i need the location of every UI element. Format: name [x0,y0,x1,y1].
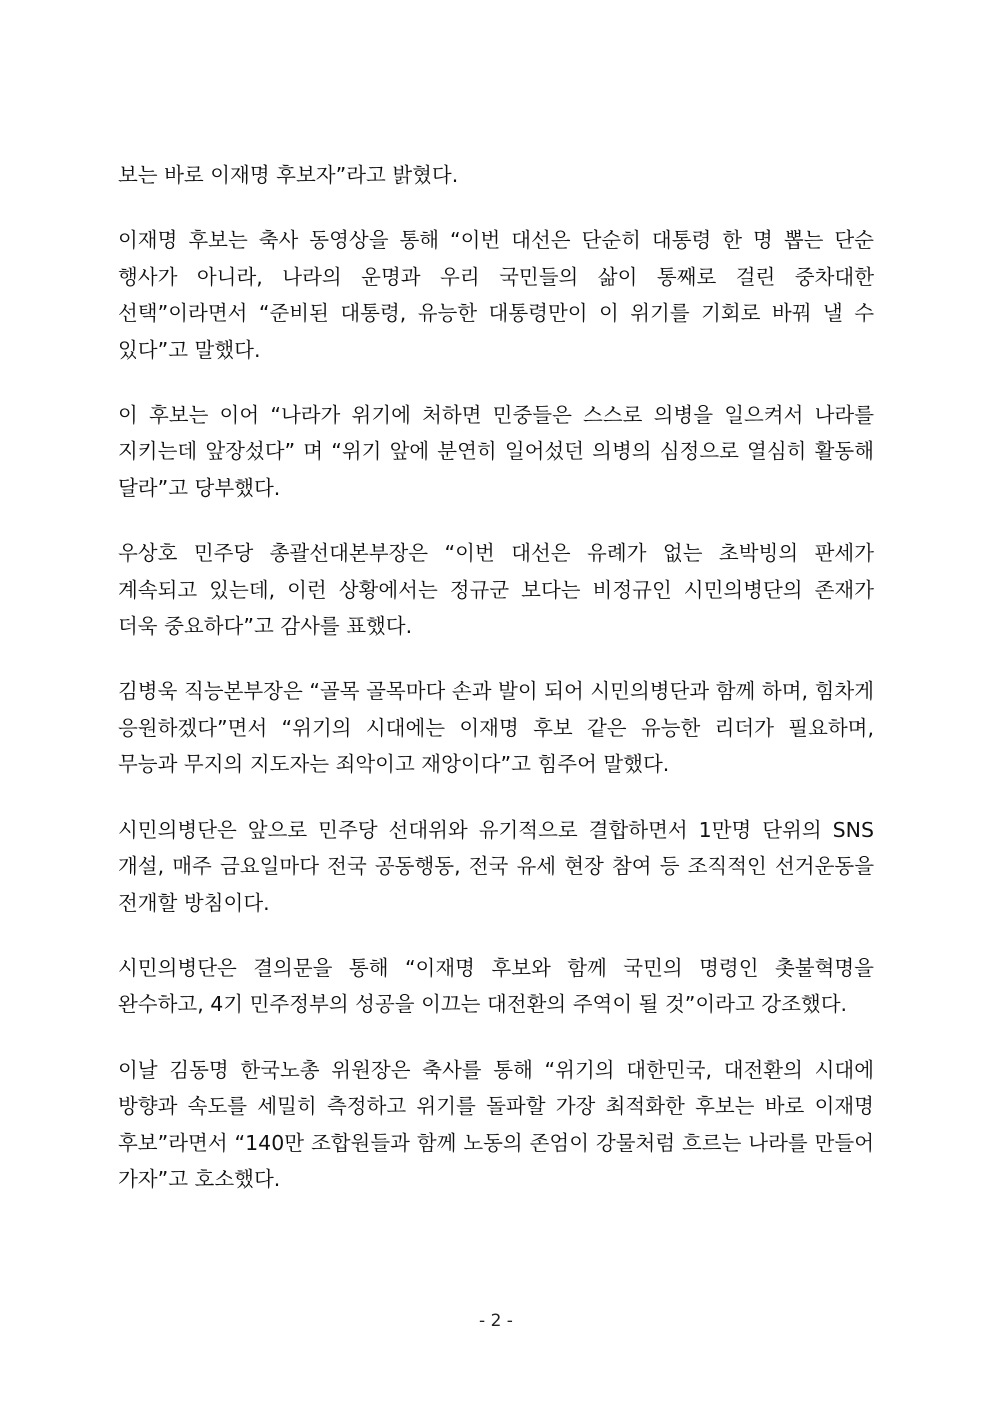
paragraph-4: 우상호 민주당 총괄선대본부장은 “이번 대선은 유례가 없는 초박빙의 판세가 계속되고 있는데, 이런 상황에서는 정규군 보다는 비정규인 시민의병단의 존재가 더욱 중요하다”고 감사를 표했다. [118,541,874,639]
paragraph-8: 이날 김동명 한국노총 위원장은 축사를 통해 “위기의 대한민국, 대전환의 시대에 방향과 속도를 세밀히 측정하고 위기를 돌파할 가장 최적화한 후보는 바로 이재명 후보”라면서 “140만 조합원들과 함께 노동의 존엄이 강물처럼 흐르는 나라를 만들어 가자”고 호소했다. [118,1057,874,1191]
paragraph-6: 시민의병단은 앞으로 민주당 선대위와 유기적으로 결합하면서 1만명 단위의 SNS 개설, 매주 금요일마다 전국 공동행동, 전국 유세 현장 참여 등 조직적인 선거운동을 전개할 방침이다. [118,817,874,915]
paragraph-7: 시민의병단은 결의문을 통해 “이재명 후보와 함께 국민의 명령인 촛불혁명을 완수하고, 4기 민주정부의 성공을 이끄는 대전환의 주역이 될 것”이라고 강조했다. [118,955,874,1017]
paragraph-1: 보는 바로 이재명 후보자”라고 밝혔다. [118,163,459,187]
page-number: - 2 - [479,1311,513,1331]
document-body [118,157,874,1197]
paragraph-5: 김병욱 직능본부장은 “골목 골목마다 손과 발이 되어 시민의병단과 함께 하며, 힘차게 응원하겠다”면서 “위기의 시대에는 이재명 후보 같은 유능한 리더가 필요하며, 무능과 무지의 지도자는 죄악이고 재앙이다”고 힘주어 말했다. [118,679,874,777]
paragraph-2: 이재명 후보는 축사 동영상을 통해 “이번 대선은 단순히 대통령 한 명 뽑는 단순 행사가 아니라, 나라의 운명과 우리 국민들의 삶이 통째로 걸린 중차대한 선택”이라면서 “준비된 대통령, 유능한 대통령만이 이 위기를 기회로 바꿔 낼 수 있다”고 말했다. [118,228,874,362]
paragraph-3: 이 후보는 이어 “나라가 위기에 처하면 민중들은 스스로 의병을 일으켜서 나라를 지키는데 앞장섰다” 며 “위기 앞에 분연히 일어섰던 의병의 심정으로 열심히 활동해 달라”고 당부했다. [118,403,874,500]
